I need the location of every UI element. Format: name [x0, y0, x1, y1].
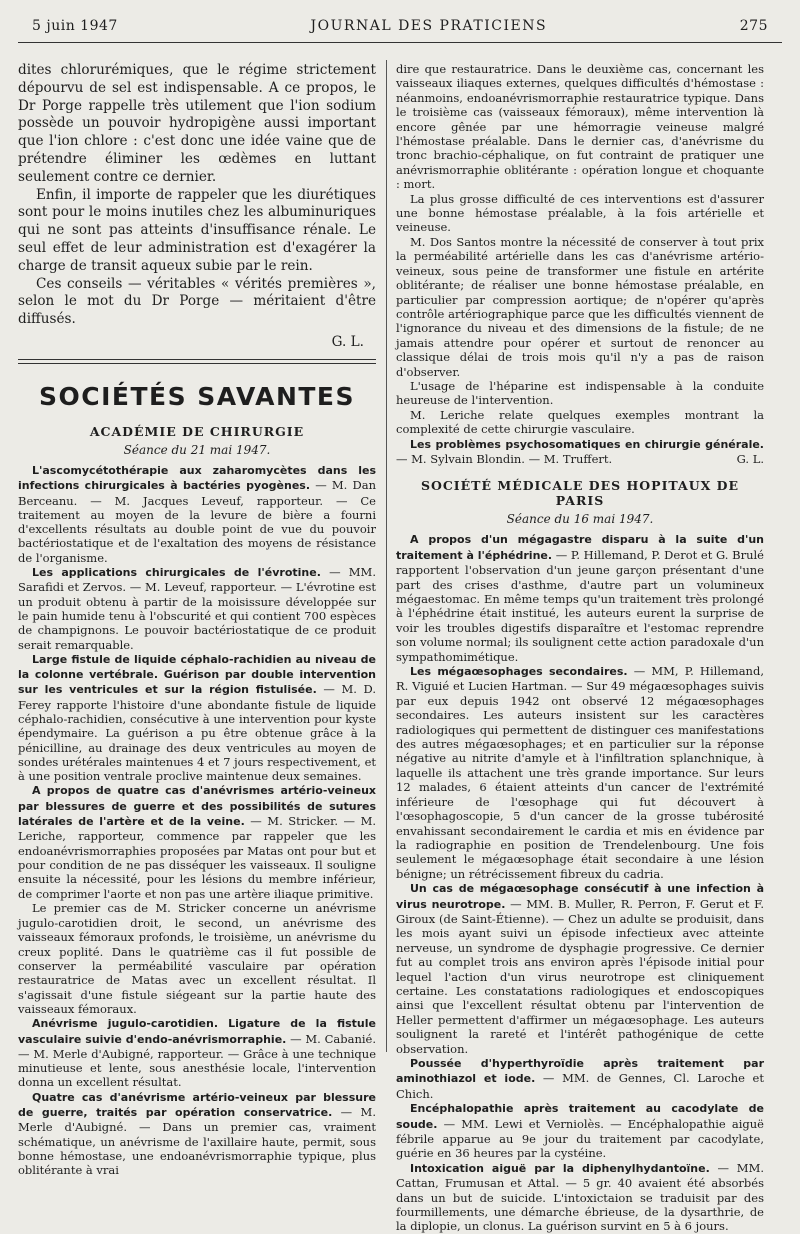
entry-title: L'ascomycétothérapie aux zaharomycètes dans les infections chirurgicales à bactéries pyogènes.	[18, 463, 376, 493]
entry-title: Un cas de mégaœsophage consécutif à une infection à virus neurotrope.	[396, 882, 764, 911]
entry-signature: G. L.	[736, 451, 764, 466]
entry-text: — MM. Lewi et Verniolès. — Encéphalopathie aiguë fébrile apparue au 9e jour du traitement par cacodylate, guérie en 36 heures par la cystéine.	[396, 1116, 764, 1161]
section-rule	[18, 359, 376, 364]
entry	[18, 565, 376, 652]
entry	[396, 437, 764, 467]
lead-article	[18, 62, 376, 351]
entry-text: — P. Hillemand, P. Derot et G. Brulé rapportent l'observation d'un jeune garçon présentant d'une part des crises d'asthme, d'autre part un volumineux mégaestomac. En même temps qu'un traitement très prolongé à l'éphédrine était institué, les auteurs eurent la surprise de voir les troubles digestifs disparaître et l'estomac reprendre son volume normal; ils soulignent cette action paradoxale d'un sympathomimétique.	[396, 547, 764, 664]
entry	[396, 1056, 764, 1101]
entry-title: Large fistule de liquide céphalo-rachidien au niveau de la colonne vertébrale. Guérison par double intervention sur les ventricules et sur la région fistulisée.	[18, 652, 376, 697]
entry	[396, 881, 764, 1056]
entry-text: — M. Merle d'Aubigné. — Dans un premier cas, vraiment schématique, un anévrisme de l'axillaire haute, permit, sous bonne hémostase, une endoanévrismorraphie typique, plus oblitérante à vrai	[18, 1105, 376, 1178]
entry	[18, 783, 376, 900]
entry-text: Le premier cas de M. Stricker concerne un anévrisme jugulo-carotidien droit, le second, un anévrisme des vaisseaux fémoraux profonds, le troisième, un anévrisme du creux poplité. Dans le quatrième cas il fut possible de conserver la perméabilité vasculaire par opération restauratrice de Matas avec un excellent résultat. Il s'agissait d'une fistule siégeant sur la partie haute des vaisseaux fémoraux.	[18, 900, 376, 1016]
column-divider	[386, 60, 387, 1052]
entry-text: — M. D. Ferey rapporte l'histoire d'une abondante fistule de liquide céphalo-rachidien, consécutive à une intervention pour kyste épendymaire. La guérison a pu être obtenue grâce à la pénicilline, au drainage des deux ventricules au moyen de sondes urétérales maintenues 4 et 7 jours respectivement, et à une position ventrale proclive maintenue deux semaines.	[18, 682, 377, 784]
lead-paragraph: Ces conseils — véritables « vérités premières », selon le mot du Dr Porge — méritaient d'être diffusés.	[18, 275, 376, 328]
academy-entries	[18, 463, 376, 1178]
society-session: Séance du 16 mai 1947.	[506, 512, 654, 527]
entry-text: — MM, P. Hillemand, R. Viguié et Lucien Hartman. — Sur 49 mégaœsophages suivis par eux depuis 1942 ont observé 12 mégaœsophages secondaires. Les auteurs insistent sur les caractères radiologiques qui permettent de distinguer ces manifestations des autres mégaœsophages; et en particulier sur la réponse négative au nitrite d'amyle et à l'infiltration splanchnique, à laquelle ils attachent une très grande importance. Sur leurs 12 malades, 6 étaient atteints d'un cancer de l'extrémité inférieure de l'œsophage qui fut découvert à l'œsophagoscopie, 5 d'un cancer de la grosse tubérosité envahissant secondairement le cardia et mis en évidence par la radiographie en position de Trendelenbourg. Une fois seulement le mégaœsophage était secondaire à une lésion bénigne; un rétrécissement fibreux du cadria.	[396, 664, 764, 881]
entry-title: Encéphalopathie après traitement au cacodylate de soude.	[396, 1102, 764, 1131]
entry-title: A propos d'un mégagastre disparu à la suite d'un traitement à l'éphédrine.	[396, 533, 764, 562]
page-number: 275	[739, 18, 768, 34]
entry-title: Les applications chirurgicales de l'évrotine.	[32, 566, 321, 580]
running-head	[32, 18, 768, 40]
entry-title: Les mégaœsophages secondaires.	[410, 665, 628, 679]
entry-text: — M. Stricker. — M. Leriche, rapporteur, commence par rappeler que les endoanévrismorraphies proposées par Matas ont pour but et pour condition de ne pas disséquer les vaisseaux. Il souligne ensuite la nécessité, pour les lésions du membre inférieur, de comprimer l'aorte et non pas une artère iliaque primitive.	[18, 814, 376, 901]
paragraph: La plus grosse difficulté de ces interventions est d'assurer une bonne hémostase préalable, à la fois artérielle et veineuse.	[396, 191, 764, 235]
entry-text: — M. Cabanié. — M. Merle d'Aubigné, rapporteur. — Grâce à une technique minutieuse et lente, sous anesthésie locale, l'intervention donna un excellent résultat.	[18, 1031, 376, 1090]
right-column	[396, 62, 764, 1234]
journal-title: JOURNAL DES PRATICIENS	[310, 18, 548, 34]
header-rule	[18, 42, 782, 43]
lead-signature: G. L.	[331, 333, 364, 350]
entry	[396, 532, 764, 664]
paragraph: L'usage de l'héparine est indispensable à la conduite heureuse de l'intervention.	[396, 378, 764, 408]
section-title: SOCIÉTÉS SAVANTES	[38, 381, 356, 411]
lead-paragraph: dites chlorurémiques, que le régime strictement dépourvu de sel est indispensable. A ce propos, le Dr Porge rappelle très utilement que l'ion sodium possède un pouvoir hydropigène aussi important que l'ion chlore : c'est donc une idée vaine que de prétendre éliminer les œdèmes en luttant seulement contre ce dernier.	[18, 62, 376, 185]
spacer	[396, 466, 764, 474]
entry	[396, 1101, 764, 1161]
issue-date: 5 juin 1947	[32, 18, 118, 34]
entry	[396, 1161, 764, 1234]
entry-title: Anévrisme jugulo-carotidien. Ligature de la fistule vasculaire suivie d'endo-anévrismorraphie.	[18, 1017, 376, 1046]
entry-title: Les problèmes psychosomatiques en chirurgie générale.	[410, 437, 764, 451]
paragraph: dire que restauratrice. Dans le deuxième cas, concernant les vaisseaux iliaques externes, quelques difficultés d'hémostase : néanmoins, endoanévrismorraphie restauratrice typique. Dans le troisième cas (vaisseaux fémoraux), même intervention là encore gênée par une hémorragie veineuse malgré l'hémostase préalable. Dans le dernier cas, d'anévrisme du tronc brachio-céphalique, on fut contraint de pratiquer une anévrismorraphie oblitérante : opération longue et choquante : mort.	[396, 62, 764, 192]
entry-title: A propos de quatre cas d'anévrismes artério-veineux par blessures de guerre et des possibilités de sutures latérales de l'artère et de la veine.	[18, 784, 376, 829]
academy-session: Séance du 21 mai 1947.	[123, 442, 271, 457]
entry-text: — MM. de Gennes, Cl. Laroche et Chich.	[396, 1071, 764, 1101]
entry-text: — MM. Sarafidi et Zervos. — M. Leveuf, rapporteur. — L'évrotine est un produit obtenu à partir de la moisissure développée sur le pain humide tenu à l'obscurité et qui contient 700 espèces de champignons. Le pouvoir bactériostatique de ce produit serait remarquable.	[18, 565, 376, 652]
academy-heading: ACADÉMIE DE CHIRURGIE	[89, 423, 305, 439]
entry-title: Quatre cas d'anévrisme artério-veineux par blessure de guerre, traités par opération conservatrice.	[18, 1090, 376, 1120]
entry	[18, 652, 376, 784]
lead-paragraph: Enfin, il importe de rappeler que les diurétiques sont pour le moins inutiles chez les albuminuriques qui ne sont pas atteints d'insuffisance rénale. Le seul effet de leur administration est d'exagérer la charge de transit aqueux subie par le rein.	[18, 186, 376, 274]
entry-text: — M. Sylvain Blondin. — M. Truffert.	[396, 451, 613, 466]
entry-title: Intoxication aiguë par la diphenylhydantoïne.	[410, 1161, 710, 1175]
entry-title: Poussée d'hyperthyroïdie après traitement par aminothiazol et iode.	[396, 1057, 764, 1086]
entry-text: — M. Dan Berceanu. — M. Jacques Leveuf, rapporteur. — Ce traitement au moyen de la levure de bière a fourni d'excellents résultats au double point de vue du pouvoir bactériostatique et de l'exaltation des moyens de résistance de l'organisme.	[18, 478, 377, 565]
entry	[18, 1016, 376, 1089]
entry	[396, 664, 764, 881]
entry-text: — MM. B. Muller, R. Perron, F. Gerut et F. Giroux (de Saint-Étienne). — Chez un adulte se produisit, dans les mois ayant suivi un épisode infectieux avec atteinte nerveuse, un syndrome de dysphagie progressive. Ce dernier fut au complet trois ans environ après l'épisode initial pour lequel l'action d'un virus neurotrope est cliniquement certaine. Les constatations radiologiques et endoscopiques ainsi que l'excellent résultat obtenu par l'intervention de Heller permettent d'affirmer un mégaœsophage. Les auteurs soulignent la rareté et l'intérêt pathogénique de cette observation.	[396, 896, 764, 1056]
left-column	[18, 62, 377, 1178]
entry	[18, 901, 376, 1016]
continued-article	[396, 62, 764, 466]
entry-text: — MM. Cattan, Frumusan et Attal. — 5 gr. 40 avaient été absorbés dans un but de suicide. L'intoxictaion se traduisit par des fourmillements, une démarche ébrieuse, de la dysarthrie, de la diplopie, un clonus. La guérison survint en 5 à 6 jours.	[396, 1160, 764, 1234]
entry	[18, 1090, 376, 1178]
paragraph: M. Leriche relate quelques exemples montrant la complexité de cette chirurgie vasculaire.	[396, 407, 764, 437]
society-entries	[396, 532, 764, 1234]
entry	[18, 463, 376, 565]
society-heading: SOCIÉTÉ MÉDICALE DES HOPITAUX DE PARIS	[420, 478, 740, 509]
paragraph: M. Dos Santos montre la nécessité de conserver à tout prix la perméabilité artérielle dans les cas d'anévrisme artério-veineux, sous peine de transformer une fistule en artérite oblitérante; de réaliser une bonne hémostase préalable, en particulier par compression aortique; de n'opérer qu'après contrôle artériographique parce que les difficultés viennent de l'ignorance du niveau et des dimensions de la fistule; de ne jamais attendre pour opérer et surtout de renoncer au classique délai de trois mois qu'il n'y a pas de raison d'observer.	[396, 234, 764, 379]
